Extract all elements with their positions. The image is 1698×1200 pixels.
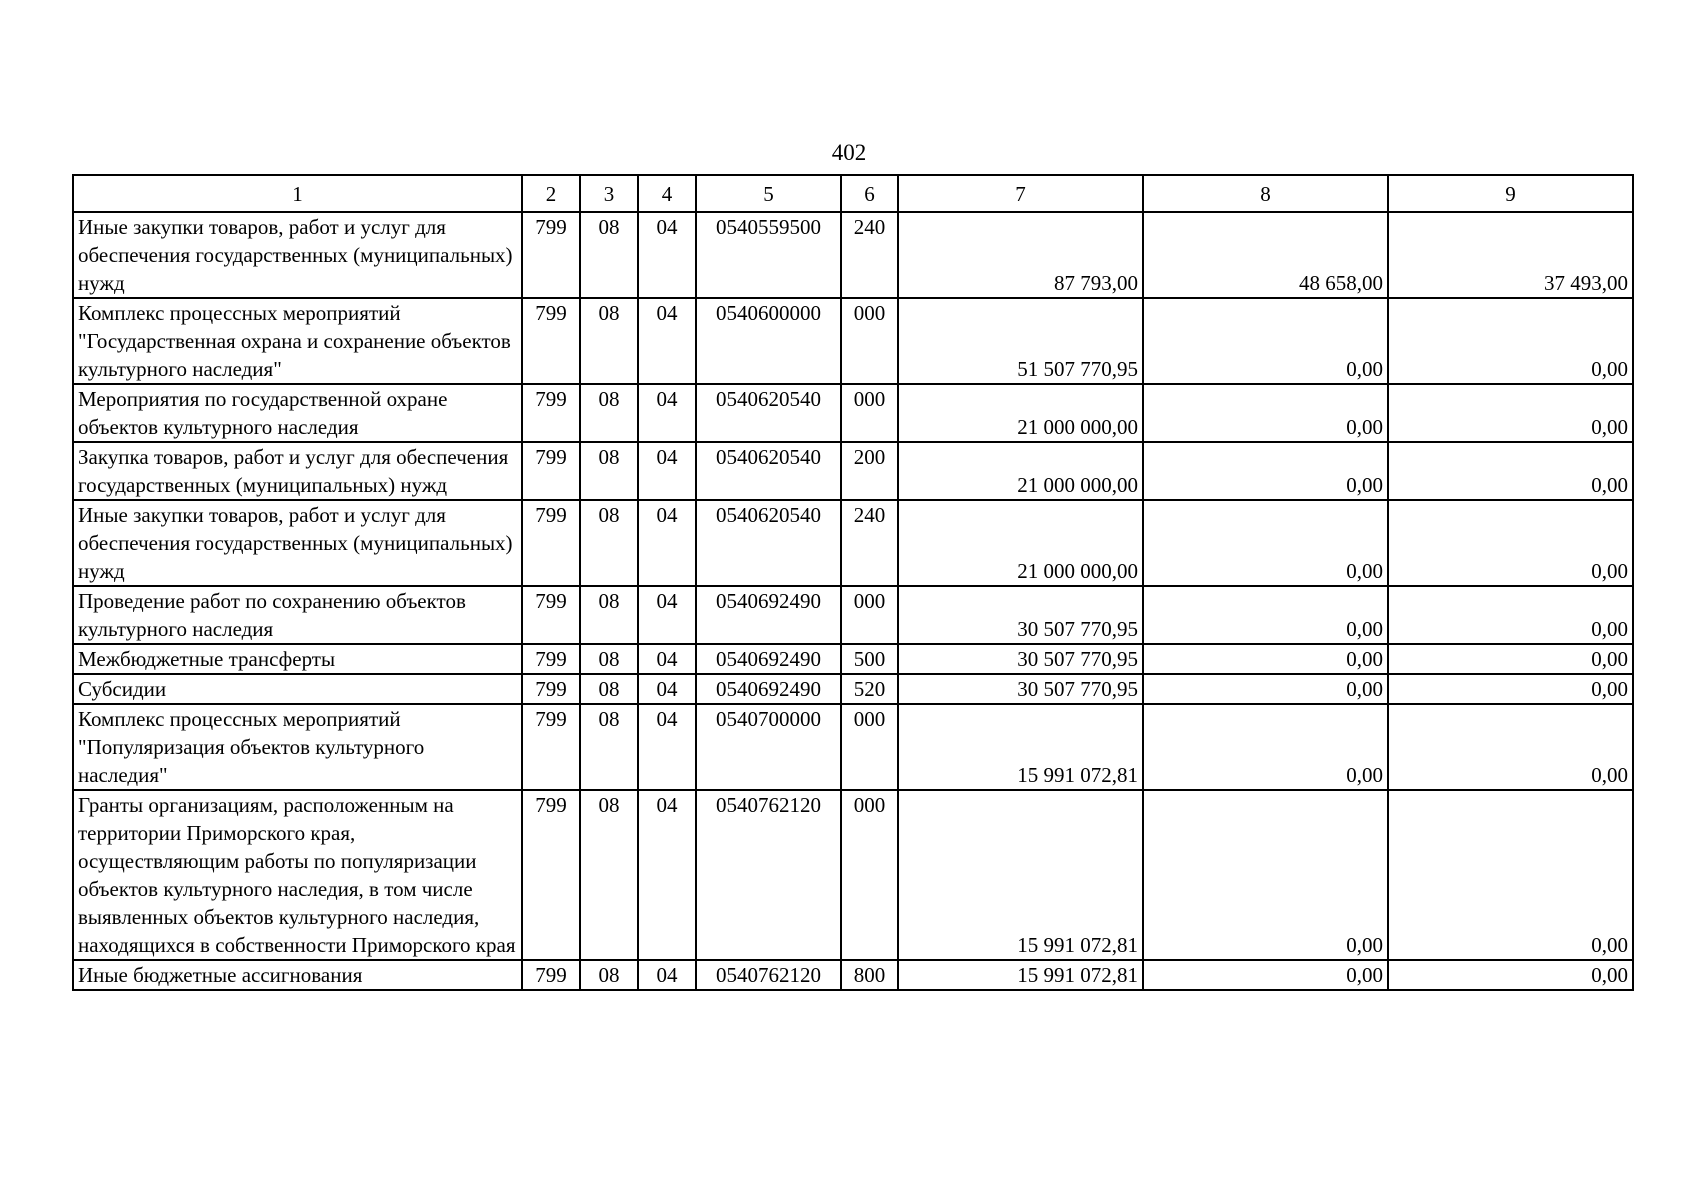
target-article-cell: 0540600000 <box>696 298 841 384</box>
amount-col9-cell: 0,00 <box>1388 500 1633 586</box>
amount-col7-cell: 51 507 770,95 <box>898 298 1143 384</box>
row-name-cell: Гранты организациям, расположенным на территории Приморского края, осуществляющим работы по популяризации объектов культурного наследия, в том числе выявленных объектов культурного наследия, находящихся в собственности Приморского края <box>73 790 522 960</box>
table-body <box>73 175 1633 990</box>
ministry-code-cell: 799 <box>522 704 580 790</box>
amount-col7-cell: 87 793,00 <box>898 212 1143 298</box>
subsection-code-cell: 04 <box>638 298 696 384</box>
table-row <box>73 384 1633 442</box>
row-name-cell: Межбюджетные трансферты <box>73 644 522 674</box>
expense-type-cell: 000 <box>841 586 898 644</box>
subsection-code-cell: 04 <box>638 384 696 442</box>
ministry-code-cell: 799 <box>522 674 580 704</box>
column-header: 2 <box>522 175 580 212</box>
table-row <box>73 586 1633 644</box>
target-article-cell: 0540620540 <box>696 384 841 442</box>
amount-col7-cell: 21 000 000,00 <box>898 442 1143 500</box>
ministry-code-cell: 799 <box>522 960 580 990</box>
amount-col7-cell: 21 000 000,00 <box>898 500 1143 586</box>
subsection-code-cell: 04 <box>638 500 696 586</box>
expense-type-cell: 240 <box>841 500 898 586</box>
amount-col8-cell: 0,00 <box>1143 442 1388 500</box>
section-code-cell: 08 <box>580 586 638 644</box>
table-row <box>73 500 1633 586</box>
ministry-code-cell: 799 <box>522 644 580 674</box>
column-header: 6 <box>841 175 898 212</box>
amount-col8-cell: 0,00 <box>1143 790 1388 960</box>
amount-col9-cell: 0,00 <box>1388 586 1633 644</box>
subsection-code-cell: 04 <box>638 790 696 960</box>
target-article-cell: 0540692490 <box>696 674 841 704</box>
row-name-cell: Комплекс процессных мероприятий "Популяризация объектов культурного наследия" <box>73 704 522 790</box>
amount-col9-cell: 0,00 <box>1388 384 1633 442</box>
expense-type-cell: 500 <box>841 644 898 674</box>
subsection-code-cell: 04 <box>638 586 696 644</box>
subsection-code-cell: 04 <box>638 212 696 298</box>
target-article-cell: 0540692490 <box>696 644 841 674</box>
section-code-cell: 08 <box>580 674 638 704</box>
ministry-code-cell: 799 <box>522 790 580 960</box>
column-header: 3 <box>580 175 638 212</box>
expense-type-cell: 000 <box>841 298 898 384</box>
target-article-cell: 0540700000 <box>696 704 841 790</box>
section-code-cell: 08 <box>580 384 638 442</box>
row-name-cell: Иные закупки товаров, работ и услуг для обеспечения государственных (муниципальных) нужд <box>73 500 522 586</box>
amount-col9-cell: 0,00 <box>1388 298 1633 384</box>
amount-col9-cell: 0,00 <box>1388 442 1633 500</box>
budget-table <box>72 174 1634 991</box>
target-article-cell: 0540559500 <box>696 212 841 298</box>
column-header: 1 <box>73 175 522 212</box>
expense-type-cell: 520 <box>841 674 898 704</box>
column-header: 4 <box>638 175 696 212</box>
section-code-cell: 08 <box>580 704 638 790</box>
subsection-code-cell: 04 <box>638 644 696 674</box>
ministry-code-cell: 799 <box>522 500 580 586</box>
amount-col8-cell: 0,00 <box>1143 674 1388 704</box>
subsection-code-cell: 04 <box>638 704 696 790</box>
subsection-code-cell: 04 <box>638 674 696 704</box>
amount-col7-cell: 15 991 072,81 <box>898 790 1143 960</box>
target-article-cell: 0540620540 <box>696 500 841 586</box>
expense-type-cell: 240 <box>841 212 898 298</box>
amount-col8-cell: 0,00 <box>1143 704 1388 790</box>
target-article-cell: 0540692490 <box>696 586 841 644</box>
section-code-cell: 08 <box>580 644 638 674</box>
amount-col9-cell: 0,00 <box>1388 674 1633 704</box>
expense-type-cell: 800 <box>841 960 898 990</box>
row-name-cell: Комплекс процессных мероприятий "Государственная охрана и сохранение объектов культурного наследия" <box>73 298 522 384</box>
table-row <box>73 704 1633 790</box>
amount-col9-cell: 0,00 <box>1388 644 1633 674</box>
amount-col7-cell: 15 991 072,81 <box>898 704 1143 790</box>
table-row <box>73 212 1633 298</box>
target-article-cell: 0540762120 <box>696 960 841 990</box>
ministry-code-cell: 799 <box>522 384 580 442</box>
amount-col9-cell: 0,00 <box>1388 960 1633 990</box>
row-name-cell: Мероприятия по государственной охране объектов культурного наследия <box>73 384 522 442</box>
amount-col7-cell: 30 507 770,95 <box>898 586 1143 644</box>
amount-col8-cell: 0,00 <box>1143 384 1388 442</box>
table-row <box>73 298 1633 384</box>
amount-col8-cell: 0,00 <box>1143 960 1388 990</box>
column-header: 8 <box>1143 175 1388 212</box>
table-row <box>73 674 1633 704</box>
column-header: 5 <box>696 175 841 212</box>
expense-type-cell: 000 <box>841 790 898 960</box>
amount-col7-cell: 21 000 000,00 <box>898 384 1143 442</box>
expense-type-cell: 000 <box>841 704 898 790</box>
table-row <box>73 644 1633 674</box>
section-code-cell: 08 <box>580 960 638 990</box>
table-row <box>73 790 1633 960</box>
ministry-code-cell: 799 <box>522 212 580 298</box>
amount-col9-cell: 37 493,00 <box>1388 212 1633 298</box>
ministry-code-cell: 799 <box>522 298 580 384</box>
amount-col8-cell: 0,00 <box>1143 586 1388 644</box>
ministry-code-cell: 799 <box>522 442 580 500</box>
expense-type-cell: 200 <box>841 442 898 500</box>
ministry-code-cell: 799 <box>522 586 580 644</box>
amount-col8-cell: 0,00 <box>1143 644 1388 674</box>
expense-type-cell: 000 <box>841 384 898 442</box>
target-article-cell: 0540762120 <box>696 790 841 960</box>
column-header: 9 <box>1388 175 1633 212</box>
table-row <box>73 442 1633 500</box>
amount-col8-cell: 0,00 <box>1143 298 1388 384</box>
section-code-cell: 08 <box>580 790 638 960</box>
section-code-cell: 08 <box>580 500 638 586</box>
target-article-cell: 0540620540 <box>696 442 841 500</box>
row-name-cell: Закупка товаров, работ и услуг для обеспечения государственных (муниципальных) нужд <box>73 442 522 500</box>
column-header: 7 <box>898 175 1143 212</box>
subsection-code-cell: 04 <box>638 442 696 500</box>
page-number: 402 <box>831 140 867 165</box>
section-code-cell: 08 <box>580 212 638 298</box>
section-code-cell: 08 <box>580 442 638 500</box>
table-row <box>73 960 1633 990</box>
amount-col7-cell: 30 507 770,95 <box>898 674 1143 704</box>
subsection-code-cell: 04 <box>638 960 696 990</box>
row-name-cell: Субсидии <box>73 674 522 704</box>
amount-col8-cell: 48 658,00 <box>1143 212 1388 298</box>
header-row <box>73 175 1633 212</box>
section-code-cell: 08 <box>580 298 638 384</box>
amount-col7-cell: 15 991 072,81 <box>898 960 1143 990</box>
amount-col7-cell: 30 507 770,95 <box>898 644 1143 674</box>
amount-col9-cell: 0,00 <box>1388 790 1633 960</box>
row-name-cell: Иные бюджетные ассигнования <box>73 960 522 990</box>
amount-col8-cell: 0,00 <box>1143 500 1388 586</box>
amount-col9-cell: 0,00 <box>1388 704 1633 790</box>
row-name-cell: Иные закупки товаров, работ и услуг для обеспечения государственных (муниципальных) нужд <box>73 212 522 298</box>
row-name-cell: Проведение работ по сохранению объектов культурного наследия <box>73 586 522 644</box>
